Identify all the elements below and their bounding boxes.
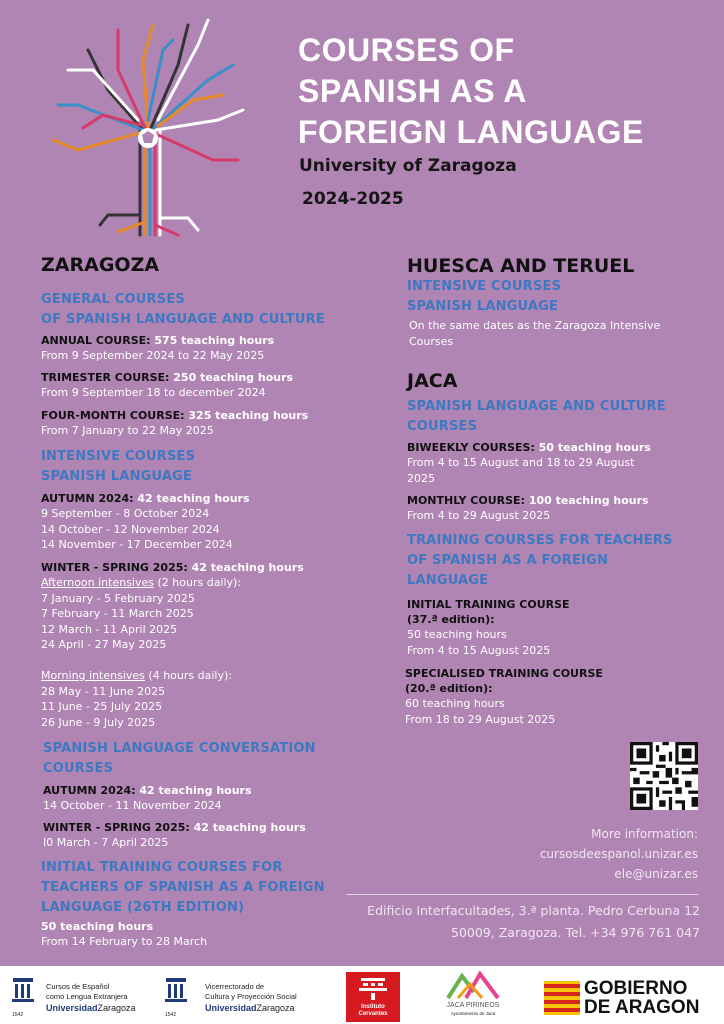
- logo-cursos-espanol[interactable]: [10, 974, 150, 1020]
- address-block: [320, 900, 700, 944]
- trimester-course: [41, 370, 293, 401]
- section-title-line: LANGUAGE (26TH EDITION): [41, 900, 245, 915]
- logo-city: Zaragoza: [256, 1003, 295, 1013]
- course-dates: From 4 to 15 August 2025: [407, 643, 551, 657]
- section-title-line: COURSES: [407, 419, 478, 434]
- more-info-label: More information:: [591, 827, 698, 841]
- section-title-line: INTENSIVE COURSES: [407, 279, 562, 294]
- email-link[interactable]: ele@unizar.es: [614, 867, 698, 881]
- date-range: 26 June - 9 July 2025: [41, 715, 156, 729]
- morning-note: (4 hours daily):: [144, 669, 232, 682]
- course-label: BIWEEKLY COURSES:: [407, 441, 535, 454]
- course-label: TRIMESTER COURSE:: [41, 371, 170, 384]
- university-seal-icon: [163, 976, 189, 1010]
- city-zaragoza: ZARAGOZA: [41, 254, 160, 276]
- course-hours: 575 teaching hours: [154, 334, 275, 347]
- course-edition: (20.ª edition):: [405, 682, 493, 695]
- title-line: COURSES OF: [298, 32, 515, 68]
- title-line: FOREIGN LANGUAGE: [298, 114, 644, 150]
- logo-vicerrectorado[interactable]: [163, 974, 323, 1020]
- mountains-icon: [446, 970, 500, 1000]
- logo-text-line: Cursos de Español: [46, 982, 110, 991]
- course-hours: 250 teaching hours: [173, 371, 294, 384]
- afternoon-note: (2 hours daily):: [154, 576, 242, 589]
- autumn-2024-intensive: [41, 491, 250, 553]
- page-title: [298, 30, 708, 153]
- biweekly-courses: [407, 440, 651, 486]
- section-title-line: OF SPANISH LANGUAGE AND CULTURE: [41, 312, 325, 327]
- course-label: MONTHLY COURSE:: [407, 494, 525, 507]
- section-title-line: SPANISH LANGUAGE: [41, 469, 193, 484]
- section-title-line: INITIAL TRAINING COURSES FOR: [41, 860, 283, 875]
- section-title-line: SPANISH LANGUAGE CONVERSATION: [43, 741, 316, 756]
- section-title-line: SPANISH LANGUAGE: [407, 299, 559, 314]
- course-dates: 2025: [407, 471, 435, 485]
- logo-text-line: JACA PIRINEOS: [446, 1002, 500, 1009]
- annual-course: [41, 333, 274, 364]
- course-hours: 325 teaching hours: [188, 409, 309, 422]
- morning-intensives: [41, 668, 232, 730]
- logo-city: Zaragoza: [97, 1003, 136, 1013]
- date-range: 11 June - 25 July 2025: [41, 700, 163, 713]
- morning-intensives-label: Morning intensives: [41, 669, 145, 682]
- course-label: FOUR-MONTH COURSE:: [41, 409, 185, 422]
- contact-info: [438, 824, 698, 884]
- course-hours: 42 teaching hours: [137, 492, 250, 505]
- course-dates: From 14 February to 28 March: [41, 935, 208, 948]
- four-month-course: [41, 408, 308, 439]
- section-title-line: LANGUAGE: [407, 573, 489, 588]
- specialised-training-course: [405, 666, 603, 727]
- course-hours: 42 teaching hours: [191, 561, 304, 574]
- section-jaca-training: [407, 531, 673, 591]
- section-title-line: GENERAL COURSES: [41, 292, 185, 307]
- course-label: SPECIALISED TRAINING COURSE: [405, 667, 603, 680]
- address-line: Edificio Interfacultades, 3.ª planta. Pedro Cerbuna 12: [367, 903, 700, 918]
- section-title-line: SPANISH LANGUAGE AND CULTURE: [407, 399, 666, 414]
- initial-training-course: [407, 597, 570, 658]
- city-huesca-teruel: HUESCA AND TERUEL: [407, 255, 635, 277]
- afternoon-intensives-label: Afternoon intensives: [41, 576, 154, 589]
- section-jaca-language-culture: [407, 397, 666, 437]
- course-edition: (37.ª edition):: [407, 613, 495, 626]
- date-range: 14 November - 17 December 2024: [41, 538, 233, 551]
- logo-text-line: Cervantes: [358, 1011, 388, 1017]
- title-line: SPANISH AS A: [298, 73, 527, 109]
- logo-text-line: GOBIERNO: [584, 978, 688, 999]
- note-line: On the same dates as the Zaragoza Intensive: [409, 319, 661, 332]
- section-title-line: OF SPANISH AS A FOREIGN: [407, 553, 609, 568]
- course-dates: From 9 September 2024 to 22 May 2025: [41, 349, 265, 362]
- course-dates: From 4 to 15 August and 18 to 29 August: [407, 456, 635, 469]
- course-label: AUTUMN 2024:: [43, 784, 136, 797]
- academic-years: 2024-2025: [302, 189, 404, 209]
- section-title-line: TRAINING COURSES FOR TEACHERS: [407, 533, 673, 548]
- logo-text-line: como Lengua Extranjera: [46, 992, 128, 1001]
- qr-code[interactable]: [630, 742, 698, 810]
- course-dates: From 7 January to 22 May 2025: [41, 424, 214, 437]
- course-label: WINTER - SPRING 2025:: [43, 821, 190, 834]
- section-title-line: TEACHERS OF SPANISH AS A FOREIGN: [41, 880, 325, 895]
- logo-gobierno-aragon[interactable]: [544, 978, 704, 1018]
- section-general-courses: [41, 290, 325, 330]
- section-title-line: COURSES: [43, 761, 114, 776]
- course-hours: 50 teaching hours: [41, 920, 154, 933]
- conversation-winter-spring-2025: [43, 820, 306, 851]
- note-line: Courses: [409, 334, 454, 348]
- initial-training-details: [41, 919, 207, 950]
- course-hours: 50 teaching hours: [538, 441, 651, 454]
- website-link[interactable]: cursosdeespanol.unizar.es: [539, 847, 698, 861]
- date-range: 7 February - 11 March 2025: [41, 607, 194, 620]
- university-name: University of Zaragoza: [299, 156, 517, 176]
- course-dates: I0 March - 7 April 2025: [43, 836, 169, 849]
- section-initial-training: [41, 858, 325, 918]
- huesca-note: [409, 318, 660, 349]
- logo-text-line: Instituto: [361, 1004, 385, 1010]
- winter-spring-2025-intensive: [41, 560, 304, 653]
- date-range: 12 March - 11 April 2025: [41, 622, 178, 636]
- course-hours: 42 teaching hours: [193, 821, 306, 834]
- cervantes-icon: [359, 978, 387, 1000]
- logo-text-line: Vicerrectorado de: [205, 982, 265, 991]
- course-hours: 50 teaching hours: [407, 628, 507, 641]
- logo-instituto-cervantes[interactable]: [346, 972, 400, 1022]
- logo-university: Universidad: [46, 1003, 98, 1013]
- divider: [346, 894, 698, 895]
- logo-jaca-pirineos[interactable]: [440, 970, 506, 1022]
- conversation-autumn-2024: [43, 783, 252, 814]
- section-title-line: INTENSIVE COURSES: [41, 449, 196, 464]
- course-dates: 14 October - 11 November 2024: [43, 799, 222, 812]
- date-range: 9 September - 8 October 2024: [41, 507, 210, 520]
- course-hours: 42 teaching hours: [139, 784, 252, 797]
- course-dates: From 4 to 29 August 2025: [407, 509, 551, 522]
- address-phone-line: 50009, Zaragoza. Tel. +34 976 761 047: [451, 925, 700, 940]
- university-seal-icon: [10, 976, 36, 1010]
- date-range: 7 January - 5 February 2025: [41, 591, 195, 605]
- aragon-flag-icon: [544, 981, 580, 1015]
- course-hours: 60 teaching hours: [405, 697, 505, 710]
- course-hours: 100 teaching hours: [528, 494, 649, 507]
- tree-logo: [48, 10, 248, 242]
- course-label: AUTUMN 2024:: [41, 492, 134, 505]
- logo-subtext: Ayuntamiento de Jaca: [450, 1011, 496, 1016]
- course-label: ANNUAL COURSE:: [41, 334, 151, 347]
- date-range: 24 April - 27 May 2025: [41, 638, 167, 651]
- monthly-course: [407, 493, 649, 524]
- logo-text-line: Cultura y Proyección Social: [205, 992, 297, 1001]
- seal-year: 1542: [12, 1012, 24, 1018]
- course-label: INITIAL TRAINING COURSE: [407, 598, 570, 611]
- date-range: 28 May - 11 June 2025: [41, 684, 166, 698]
- logo-text-line: DE ARAGON: [584, 997, 700, 1018]
- section-intensive-courses: [41, 447, 195, 487]
- course-label: WINTER - SPRING 2025:: [41, 561, 188, 574]
- course-dates: From 18 to 29 August 2025: [405, 712, 556, 726]
- date-range: 14 October - 12 November 2024: [41, 522, 220, 536]
- section-huesca-intensive: [407, 277, 561, 317]
- city-jaca: JACA: [407, 370, 458, 392]
- course-dates: From 9 September 18 to december 2024: [41, 386, 266, 399]
- logo-university: Universidad: [205, 1003, 257, 1013]
- seal-year: 1542: [165, 1012, 177, 1018]
- section-conversation-courses: [43, 739, 316, 779]
